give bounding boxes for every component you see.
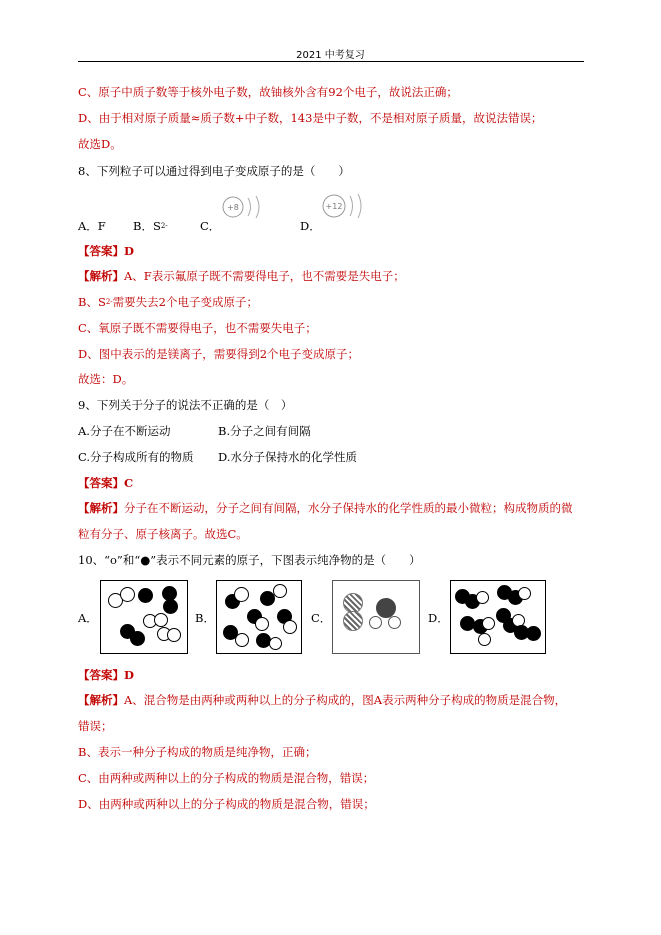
explanation-8-line: 【解析】A、F表示氟原子既不需要得电子，也不需要是失电子； [78, 269, 405, 283]
hatched-atom [343, 611, 363, 631]
explanation-10-line: D、由两种或两种以上的分子构成的物质是混合物，错误； [78, 797, 375, 811]
q10-option-c: C． [311, 611, 332, 625]
explanation-9-line: 【解析】分子在不断运动，分子之间有间隔，水分子保持水的化学性质的最小微粒；构成物质的微 [78, 501, 573, 515]
white-atom [269, 637, 282, 650]
explanation-8-line: D、图中表示的是镁离子，需要得到2个电子变成原子； [78, 347, 360, 361]
q8-option-b: B．$S^{2-}$ [133, 219, 168, 233]
white-atom [255, 617, 269, 631]
white-atom [154, 613, 168, 627]
answer-9: 【答案】C [78, 476, 134, 490]
explanation-9-line: 粒有分子、原子核离子。故选C。 [78, 527, 248, 541]
black-atom [138, 588, 153, 603]
atom-diagram-c [220, 193, 266, 221]
white-atom [369, 616, 382, 629]
q9-option-a: A.分子在不断运动 [78, 424, 171, 438]
explanation-8-line: C、氧原子既不需要得电子，也不需要失电子； [78, 321, 317, 335]
black-atom [526, 626, 541, 641]
white-atom [235, 633, 249, 647]
hatched-atom [343, 593, 363, 613]
q10-option-a: A． [78, 611, 98, 625]
text-line: C、原子中质子数等于核外电子数，故铀核外含有92个电子，故说法正确； [78, 85, 458, 99]
q8-option-c: C． [200, 219, 221, 233]
black-atom [130, 631, 145, 646]
page-header: 2021 中考复习 [296, 50, 365, 61]
white-atom [518, 587, 531, 600]
white-atom [234, 587, 249, 602]
explanation-10-line: B、表示一种分子构成的物质是纯净物，正确； [78, 745, 317, 759]
atom-d-nucleus-label: +12 [325, 202, 343, 211]
question-8: 8、下列粒子可以通过得到电子变成原子的是（ ） [78, 164, 350, 178]
atom-diagram-d [320, 191, 368, 221]
q8-option-d: D． [300, 219, 321, 233]
explanation-10-line: 错误； [78, 719, 113, 733]
white-atom [120, 587, 135, 602]
black-atom [163, 599, 178, 614]
white-atom [167, 628, 181, 642]
molecule-box-d [450, 580, 546, 654]
explanation-8-line: 故选：D。 [78, 372, 134, 386]
molecule-box-c [332, 580, 420, 654]
question-9: 9、下列关于分子的说法不正确的是（ ） [78, 398, 293, 412]
molecule-box-b [216, 580, 302, 654]
q9-option-c: C.分子构成所有的物质 [78, 450, 194, 464]
explanation-10-line: 【解析】A、混合物是由两种或两种以上的分子构成的，图A表示两种分子构成的物质是混合物， [78, 693, 567, 707]
header-rule [78, 61, 584, 62]
text-line: D、由于相对原子质量≈质子数+中子数，143是中子数，不是相对原子质量，故说法错误； [78, 111, 543, 125]
answer-8: 【答案】D [78, 244, 134, 258]
answer-10: 【答案】D [78, 668, 134, 682]
white-atom [478, 633, 491, 646]
explanation-8-line: B、$S^{2-}$需要失去2个电子变成原子； [78, 295, 258, 309]
white-atom [283, 620, 297, 634]
dark-atom [376, 598, 396, 618]
q9-option-d: D.水分子保持水的化学性质 [218, 450, 357, 464]
q8-option-a: A．F [78, 219, 106, 233]
q10-option-d: D． [428, 611, 449, 625]
white-atom [273, 584, 287, 598]
explanation-10-line: C、由两种或两种以上的分子构成的物质是混合物，错误； [78, 771, 375, 785]
white-atom [482, 617, 495, 630]
white-atom [476, 591, 489, 604]
text-line: 故选D。 [78, 137, 122, 151]
q9-option-b: B.分子之间有间隔 [218, 424, 311, 438]
white-atom [388, 616, 401, 629]
atom-c-nucleus-label: +8 [227, 203, 239, 212]
molecule-box-a [100, 580, 188, 654]
question-10: 10、“o”和“●”表示不同元素的原子，下图表示纯净物的是（ ） [78, 553, 421, 567]
q10-option-b: B． [195, 611, 215, 625]
